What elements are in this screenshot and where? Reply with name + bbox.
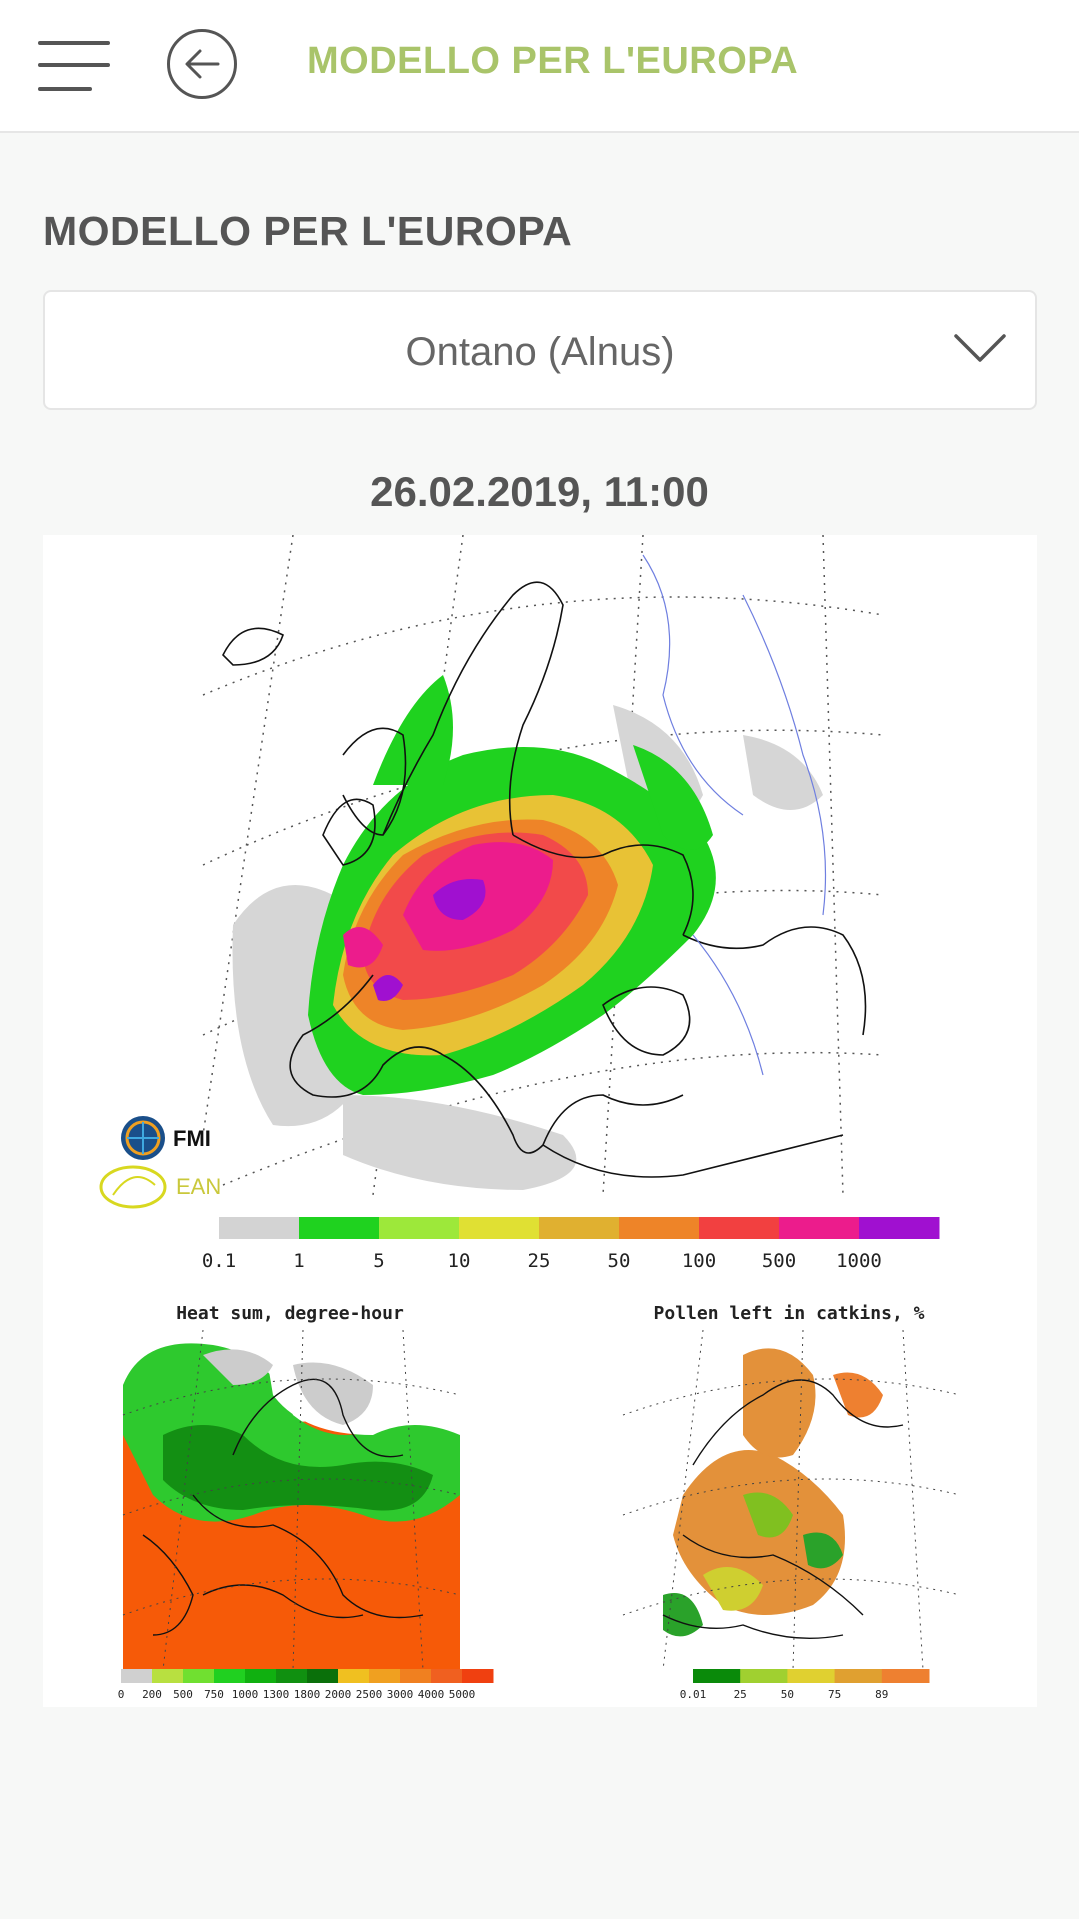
legend-label: 1000 xyxy=(231,1688,259,1701)
pollen-map-figure xyxy=(43,535,1037,1707)
header-title: MODELLO PER L'EUROPA xyxy=(307,40,799,82)
hamburger-menu-icon[interactable] xyxy=(38,38,110,94)
page-title: MODELLO PER L'EUROPA xyxy=(43,208,573,254)
legend-swatch xyxy=(152,1669,184,1683)
catkins-title: Pollen left in catkins, % xyxy=(653,1303,925,1324)
back-arrow-icon xyxy=(170,32,234,96)
legend-label: 75 xyxy=(827,1688,842,1701)
legend-label: 0 xyxy=(117,1688,125,1701)
ean-logo-text: EAN xyxy=(176,1174,222,1199)
legend-label: 2500 xyxy=(355,1688,383,1701)
legend-label: 1800 xyxy=(293,1688,321,1701)
legend-label: 0.1 xyxy=(201,1250,237,1272)
legend-swatch xyxy=(539,1217,620,1239)
legend-swatch xyxy=(379,1217,460,1239)
main-forecast-map xyxy=(101,535,940,1272)
legend-swatch xyxy=(693,1669,741,1683)
catkins-legend xyxy=(693,1669,930,1683)
fmi-logo-text: FMI xyxy=(173,1126,211,1151)
heat-sum-title: Heat sum, degree-hour xyxy=(176,1303,404,1324)
legend-swatch xyxy=(859,1217,940,1239)
legend-label: 1 xyxy=(293,1250,305,1272)
legend-swatch xyxy=(740,1669,788,1683)
legend-swatch xyxy=(219,1217,300,1239)
legend-swatch xyxy=(307,1669,339,1683)
legend-swatch xyxy=(619,1217,700,1239)
legend-swatch xyxy=(338,1669,370,1683)
legend-label: 5 xyxy=(373,1250,385,1272)
legend-label: 50 xyxy=(607,1250,631,1272)
legend-swatch xyxy=(183,1669,215,1683)
legend-label: 5000 xyxy=(448,1688,476,1701)
species-dropdown[interactable] xyxy=(43,290,1037,410)
legend-swatch xyxy=(835,1669,883,1683)
chevron-down-icon xyxy=(953,328,1007,368)
legend-label: 2000 xyxy=(324,1688,352,1701)
legend-swatch xyxy=(245,1669,277,1683)
legend-label: 1000 xyxy=(836,1250,882,1272)
legend-swatch xyxy=(431,1669,463,1683)
legend-swatch xyxy=(400,1669,432,1683)
app-header xyxy=(0,0,1079,133)
species-dropdown-value: Ontano (Alnus) xyxy=(405,330,675,374)
legend-label: 1300 xyxy=(262,1688,290,1701)
legend-swatch xyxy=(699,1217,780,1239)
legend-label: 89 xyxy=(875,1688,889,1701)
legend-label: 0.01 xyxy=(679,1688,707,1701)
back-button[interactable] xyxy=(167,29,237,99)
legend-swatch xyxy=(462,1669,494,1683)
main-map-legend xyxy=(219,1217,940,1239)
legend-label: 10 xyxy=(447,1250,471,1272)
forecast-timestamp: 26.02.2019, 11:00 xyxy=(370,468,709,515)
legend-label: 100 xyxy=(681,1250,717,1272)
legend-label: 25 xyxy=(527,1250,551,1272)
legend-swatch xyxy=(779,1217,860,1239)
legend-swatch xyxy=(299,1217,380,1239)
legend-label: 750 xyxy=(204,1688,224,1701)
legend-swatch xyxy=(459,1217,540,1239)
legend-swatch xyxy=(214,1669,246,1683)
legend-label: 4000 xyxy=(417,1688,445,1701)
legend-swatch xyxy=(787,1669,835,1683)
legend-swatch xyxy=(121,1669,153,1683)
legend-label: 50 xyxy=(780,1688,795,1701)
legend-label: 200 xyxy=(142,1688,162,1701)
legend-swatch xyxy=(276,1669,308,1683)
legend-swatch xyxy=(882,1669,930,1683)
legend-swatch xyxy=(369,1669,401,1683)
legend-label: 25 xyxy=(733,1688,747,1701)
heat-sum-map xyxy=(118,1303,494,1701)
legend-label: 500 xyxy=(761,1250,797,1272)
pollen-map-panel xyxy=(43,535,1037,1707)
legend-label: 500 xyxy=(173,1688,193,1701)
heat-sum-legend xyxy=(121,1669,494,1683)
catkins-map xyxy=(623,1303,960,1701)
legend-label: 3000 xyxy=(386,1688,414,1701)
